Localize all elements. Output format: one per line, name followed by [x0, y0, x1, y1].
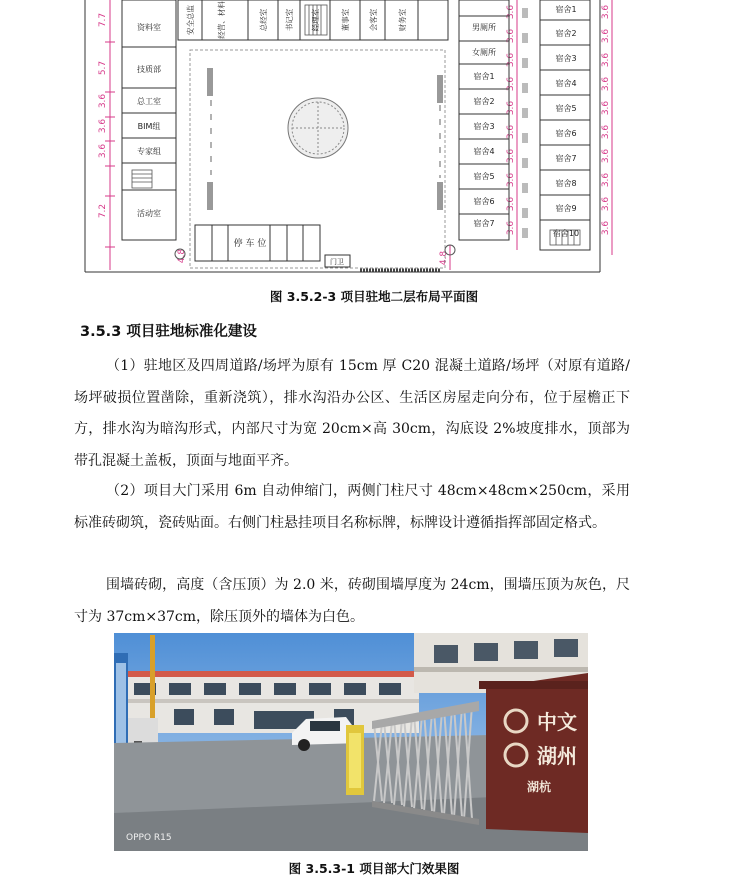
room-label-top-8: 财务室 [398, 8, 407, 32]
dim-left-4: 3.6 [98, 118, 108, 134]
room-label-right-9: 宿舍9 [555, 204, 577, 213]
floor-plan [0, 0, 748, 282]
dim-left-6: 7.2 [98, 203, 108, 219]
room-label-top-7: 会客室 [369, 8, 378, 32]
dim-mid-5: 3.6 [506, 100, 516, 116]
section-heading: 3.5.3 项目驻地标准化建设 [80, 324, 257, 340]
dim-right-9: 3.6 [601, 196, 611, 212]
dim-mid-2: 3.6 [506, 28, 516, 44]
dim-right-8: 3.6 [601, 172, 611, 188]
sign-line-3: 湖杭 [527, 780, 552, 794]
room-label-right-5: 宿舍5 [555, 104, 577, 113]
paragraph-2: （2）项目大门采用 6m 自动伸缩门，两侧门柱尺寸 48cm×48cm×250cm，采用标准砖砌筑，瓷砖贴面。右侧门柱悬挂项目名称标牌，标牌设计遵循指挥部固定格式。 [74, 483, 630, 531]
photo-caption: 图 3.5.3-1 项目部大门效果图 [288, 861, 460, 876]
dim-right-1: 3.6 [601, 4, 611, 20]
room-label-top-5: 经理室 [311, 8, 320, 32]
room-label-top-6: 董事室 [341, 8, 350, 32]
dim-right-3: 3.6 [601, 52, 611, 68]
dim-left-3: 3.6 [98, 93, 108, 109]
room-label-right-8: 宿舍8 [555, 179, 577, 188]
room-label-top-4: 书记室 [285, 8, 294, 32]
room-label-mid-6: 宿舍4 [473, 147, 495, 156]
room-label-right-4: 宿舍4 [555, 79, 577, 88]
dim-mid-11: 4.8 [439, 250, 449, 266]
sign-line-2: 湖州 [537, 744, 577, 768]
room-label-left-6: 活动室 [137, 209, 161, 218]
room-label-right-10: 宿舍10 [552, 229, 580, 238]
room-label-mid-1: 男厕所 [472, 23, 496, 32]
dim-mid-3: 3.6 [506, 52, 516, 68]
dim-right-6: 3.6 [601, 124, 611, 140]
room-label-right-6: 宿舍6 [555, 129, 577, 138]
room-label-left-1: 资料室 [137, 23, 161, 32]
dim-right-2: 3.6 [601, 28, 611, 44]
gate-photo [114, 633, 588, 851]
dim-right-4: 3.6 [601, 76, 611, 92]
dim-mid-8: 3.6 [506, 172, 516, 188]
sign-line-1: 中文 [537, 710, 577, 734]
dim-right-10: 3.6 [601, 220, 611, 236]
dim-left-7: 4.8 [177, 248, 187, 264]
dim-right-7: 3.6 [601, 148, 611, 164]
dim-mid-6: 3.6 [506, 124, 516, 140]
dim-right-5: 3.6 [601, 100, 611, 116]
dim-mid-7: 3.6 [506, 148, 516, 164]
room-label-left-3: 总工室 [137, 97, 161, 106]
room-label-left-4: BIM组 [137, 122, 161, 131]
paragraph-1: （1）驻地区及四周道路/场坪为原有 15cm 厚 C20 混凝土道路/场坪（对原有道路/场坪破损位置凿除，重新浇筑），排水沟沿办公区、生活区房屋走向分布，位于屋檐正下方，排水沟为暗沟形式，内部尺寸为宽 20cm×高 30cm，沟底设 2%坡度排水，顶部为带孔混凝土盖板，顶面与地面平齐。 [74, 358, 630, 469]
room-label-right-2: 宿舍2 [555, 29, 577, 38]
plan-parking-label: 停 车 位 [233, 239, 267, 249]
paragraph-3: 围墙砖砌，高度（含压顶）为 2.0 米，砖砌围墙厚度为 24cm，围墙压顶为灰色，尺寸为 37cm×37cm，除压顶外的墙体为白色。 [74, 577, 630, 625]
dim-mid-4: 3.6 [506, 76, 516, 92]
room-label-top-1: 安全总监 [186, 5, 195, 35]
room-label-mid-8: 宿舍6 [473, 197, 495, 206]
room-label-mid-4: 宿舍2 [473, 97, 495, 106]
dim-left-5: 3.6 [98, 143, 108, 159]
room-label-right-7: 宿舍7 [555, 154, 577, 163]
room-label-right-3: 宿舍3 [555, 54, 577, 63]
plan-caption: 图 3.5.2-3 项目驻地二层布局平面图 [269, 289, 479, 304]
dim-mid-9: 3.6 [506, 196, 516, 212]
photo-watermark: OPPO R15 [126, 833, 172, 843]
dim-left-1: 7.7 [98, 12, 108, 28]
plan-guard-label: 门卫 [330, 258, 344, 266]
room-label-left-5: 专家组 [137, 147, 161, 156]
room-label-mid-2: 女厕所 [472, 48, 496, 57]
room-label-mid-5: 宿舍3 [473, 122, 495, 131]
room-label-top-3: 总经室 [259, 8, 268, 32]
room-label-mid-9: 宿舍7 [473, 219, 495, 228]
dim-left-2: 5.7 [98, 60, 108, 76]
dim-mid-1: 3.6 [506, 4, 516, 20]
room-label-mid-3: 宿舍1 [473, 72, 495, 81]
dim-mid-10: 3.6 [506, 220, 516, 236]
room-label-top-2: 经营、材料 [217, 1, 226, 39]
room-label-mid-7: 宿舍5 [473, 172, 495, 181]
room-label-right-1: 宿舍1 [555, 5, 577, 14]
room-label-left-2: 技质部 [137, 65, 161, 74]
